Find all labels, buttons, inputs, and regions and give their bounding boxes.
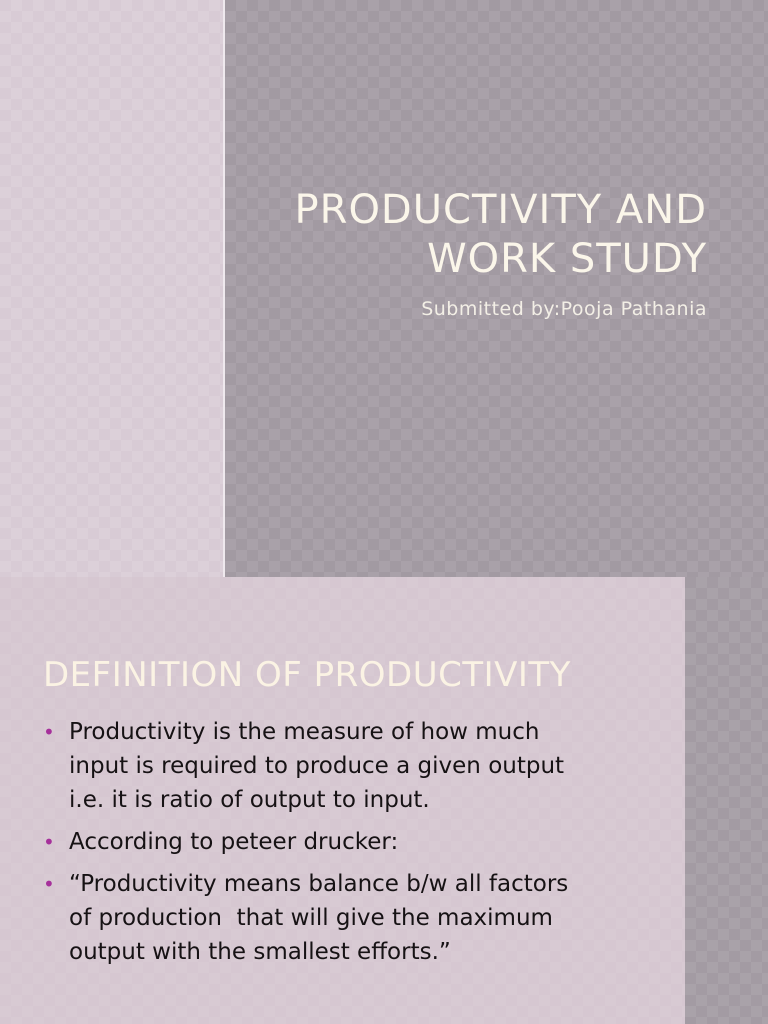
definition-slide-right-strip	[685, 577, 768, 1024]
slide-subtitle: Submitted by:Pooja Pathania	[421, 298, 707, 320]
bullet-marker-icon: •	[43, 830, 55, 854]
bullet-2-line-1: According to peteer drucker:	[69, 829, 399, 855]
slide-title-line-1: PRODUCTIVITY AND	[294, 187, 707, 233]
bullet-item-2	[43, 825, 643, 859]
title-slide-left-panel	[0, 0, 223, 577]
bullet-3-line-2: of production that will give the maximum	[69, 905, 553, 931]
bullet-1-line-3: i.e. it is ratio of output to input.	[69, 787, 430, 813]
slide-title	[247, 186, 707, 284]
bullet-3-line-3: output with the smallest efforts.”	[69, 939, 451, 965]
bullet-marker-icon: •	[43, 720, 55, 744]
bullet-marker-icon: •	[43, 872, 55, 896]
definition-slide	[0, 577, 685, 1024]
slide-heading: DEFINITION OF PRODUCTIVITY	[43, 655, 571, 695]
bullet-item-1	[43, 715, 643, 817]
bullet-item-3	[43, 867, 643, 969]
bullet-1-line-2: input is required to produce a given output	[69, 753, 565, 779]
bullet-1-line-1: Productivity is the measure of how much	[69, 719, 540, 745]
slide-title-line-2: WORK STUDY	[427, 236, 707, 282]
bullet-list	[43, 715, 643, 977]
bullet-3-line-1: “Productivity means balance b/w all factors	[69, 871, 569, 897]
title-block	[247, 186, 707, 320]
